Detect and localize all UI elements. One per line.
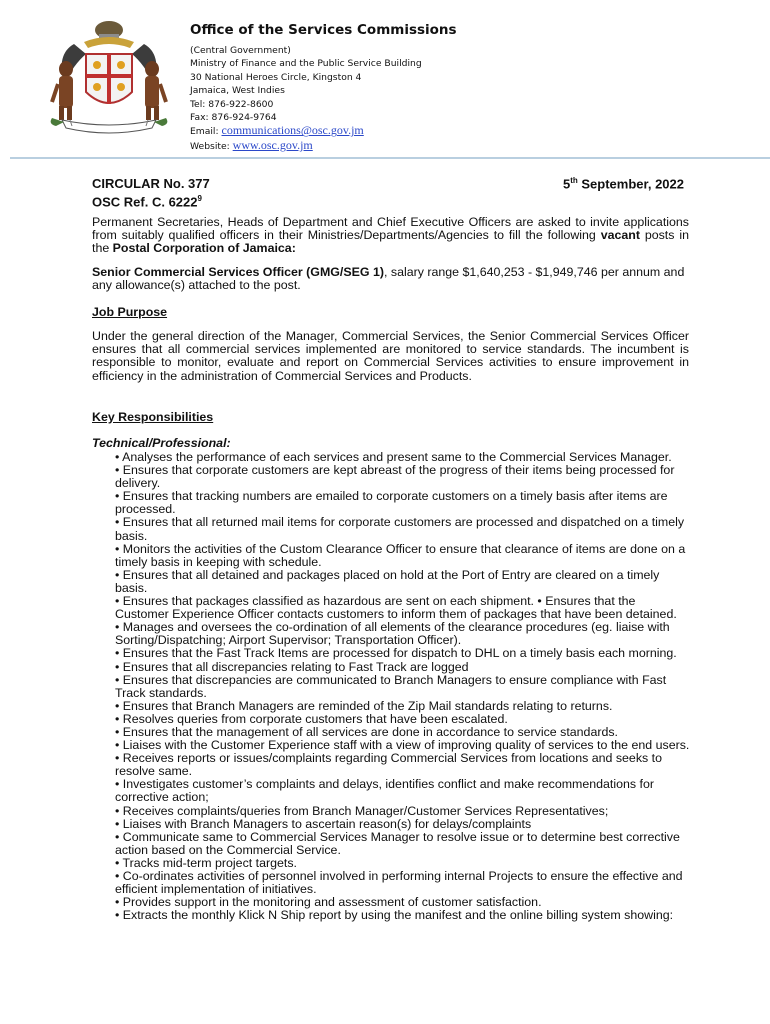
- technical-professional-subheading: Technical/Professional:: [92, 436, 231, 450]
- responsibility-item: • Ensures that all returned mail items for corporate customers are processed and dispatched on a timely basis.: [115, 515, 685, 543]
- post-title: Senior Commercial Services Officer (GMG/SEG 1): [92, 265, 384, 279]
- responsibility-item: • Tracks mid-term project targets.: [115, 855, 297, 870]
- intro-text: posts in the: [92, 228, 689, 256]
- responsibility-item: • Analyses the performance of each services and present same to the Commercial Services Manager.: [115, 450, 672, 464]
- responsibility-item: • Ensures that corporate customers are kept abreast of the progress of their items being processed for delivery.: [115, 463, 675, 491]
- circular-reference: [92, 176, 210, 209]
- phone-line: Tel: 876-922-8600: [190, 98, 274, 110]
- address-line: Ministry of Finance and the Public Service Building: [190, 58, 422, 70]
- date-day: 5: [562, 176, 571, 192]
- circular-date: [563, 176, 684, 191]
- responsibility-item: • Ensures that the Fast Track Items are processed for dispatch to DHL on a timely basis each morning.: [115, 646, 677, 661]
- job-purpose-heading: Job Purpose: [92, 305, 168, 319]
- responsibility-item: • Ensures that Branch Managers are reminded of the Zip Mail standards relating to returns.: [115, 698, 613, 713]
- responsibility-item: • Ensures that discrepancies are communicated to Branch Managers to ensure compliance with Fast Track standards.: [115, 672, 667, 700]
- responsibility-item: • Monitors the activities of the Custom Clearance Officer to ensure that clearance of items are done on a timely basis in keeping with schedule.: [115, 541, 686, 569]
- post-salary: , salary range $1,640,253 - $1,949,746 per annum and any allowance(s) attached to the post.: [92, 265, 685, 293]
- responsibility-item: • Receives complaints/queries from Branch Manager/Customer Services Representatives;: [115, 803, 609, 818]
- responsibilities-list: [115, 451, 690, 922]
- post-paragraph: [92, 266, 689, 292]
- responsibility-item: • Investigates customer’s complaints and delays, identifies conflict and make recommendations for corrective action;: [115, 777, 655, 805]
- responsibility-item: • Liaises with Branch Managers to ascertain reason(s) for delays/complaints: [115, 816, 532, 831]
- intro-organisation: Postal Corporation of Jamaica:: [112, 241, 296, 256]
- website-label: Website:: [190, 140, 230, 152]
- responsibility-item: • Ensures that all detained and packages placed on hold at the Port of Entry are cleared on a timely basis.: [115, 567, 660, 595]
- address-line: (Central Government): [190, 45, 291, 56]
- office-title: Office of the Services Commissions: [190, 22, 457, 38]
- fax-line: Fax: 876-924-9764: [190, 112, 277, 124]
- coat-of-arms-logo: [44, 14, 174, 134]
- website-line: [190, 139, 457, 153]
- responsibility-item: • Ensures that tracking numbers are emailed to corporate customers on a timely basis after items are processed.: [115, 489, 668, 517]
- responsibility-item: • Ensures that packages classified as hazardous are sent on each shipment. • Ensures that the Customer Experience Officer contacts customers to inform them of packages that have been detained.: [115, 594, 677, 622]
- responsibility-item: • Manages and oversees the co-ordination of all elements of the clearance procedures (eg. liaise with Sorting/Dispatching; Airport Supervisor; Transportation Officer).: [115, 620, 670, 648]
- key-responsibilities-heading: Key Responsibilities: [92, 410, 214, 424]
- address-line: Jamaica, West Indies: [190, 85, 285, 97]
- osc-ref-text: OSC Ref. C. 6222: [92, 194, 198, 210]
- responsibility-item: • Receives reports or issues/complaints regarding Commercial Services from locations and seeks to resolve same.: [115, 751, 662, 779]
- osc-ref-sup: 9: [197, 194, 202, 203]
- intro-vacant: vacant: [600, 228, 640, 243]
- responsibility-item: • Co-ordinates activities of personnel involved in performing internal Projects to ensure the effective and efficient implementation of initiatives.: [115, 869, 683, 897]
- website-link[interactable]: www.osc.gov.jm: [232, 137, 313, 152]
- intro-text: Permanent Secretaries, Heads of Department and Chief Executive Officers are asked to invite applications from suitably qualified officers in their Ministries/Departments/Agencies to fill the following: [92, 215, 689, 243]
- osc-ref: [92, 191, 210, 209]
- job-purpose-text: Under the general direction of the Manager, Commercial Services, the Senior Commercial Services Officer ensures that all commercial services implemented are monitored to service standards. The incumbent is responsible to monitor, evaluate and report on Commercial Services activities to ensure improvement in efficiency in the administration of Commercial Services and Products.: [92, 329, 689, 383]
- responsibility-item: • Extracts the monthly Klick N Ship report by using the manifest and the online billing system showing:: [115, 908, 674, 923]
- office-address-block: [190, 22, 457, 153]
- responsibility-item: • Liaises with the Customer Experience staff with a view of improving quality of services to the end users.: [115, 738, 690, 753]
- responsibility-item: • Communicate same to Commercial Services Manager to resolve issue or to determine best corrective action based on the Commercial Service.: [115, 829, 680, 857]
- intro-paragraph: [92, 216, 689, 256]
- email-label: Email:: [190, 126, 219, 138]
- responsibility-item: • Ensures that the management of all services are done in accordance to service standards.: [115, 724, 618, 739]
- responsibility-item: • Ensures that all discrepancies relating to Fast Track are logged: [115, 659, 469, 674]
- circular-number: CIRCULAR No. 377: [92, 176, 210, 191]
- email-link[interactable]: communications@osc.gov.jm: [221, 123, 364, 138]
- address-line: 30 National Heroes Circle, Kingston 4: [190, 71, 362, 83]
- responsibility-item: • Resolves queries from corporate customers that have been escalated.: [115, 711, 508, 726]
- email-line: [190, 124, 457, 138]
- responsibility-item: • Provides support in the monitoring and assessment of customer satisfaction.: [115, 895, 542, 910]
- date-rest: September, 2022: [577, 176, 684, 192]
- date-suffix: th: [570, 176, 578, 185]
- header-divider: [10, 157, 770, 159]
